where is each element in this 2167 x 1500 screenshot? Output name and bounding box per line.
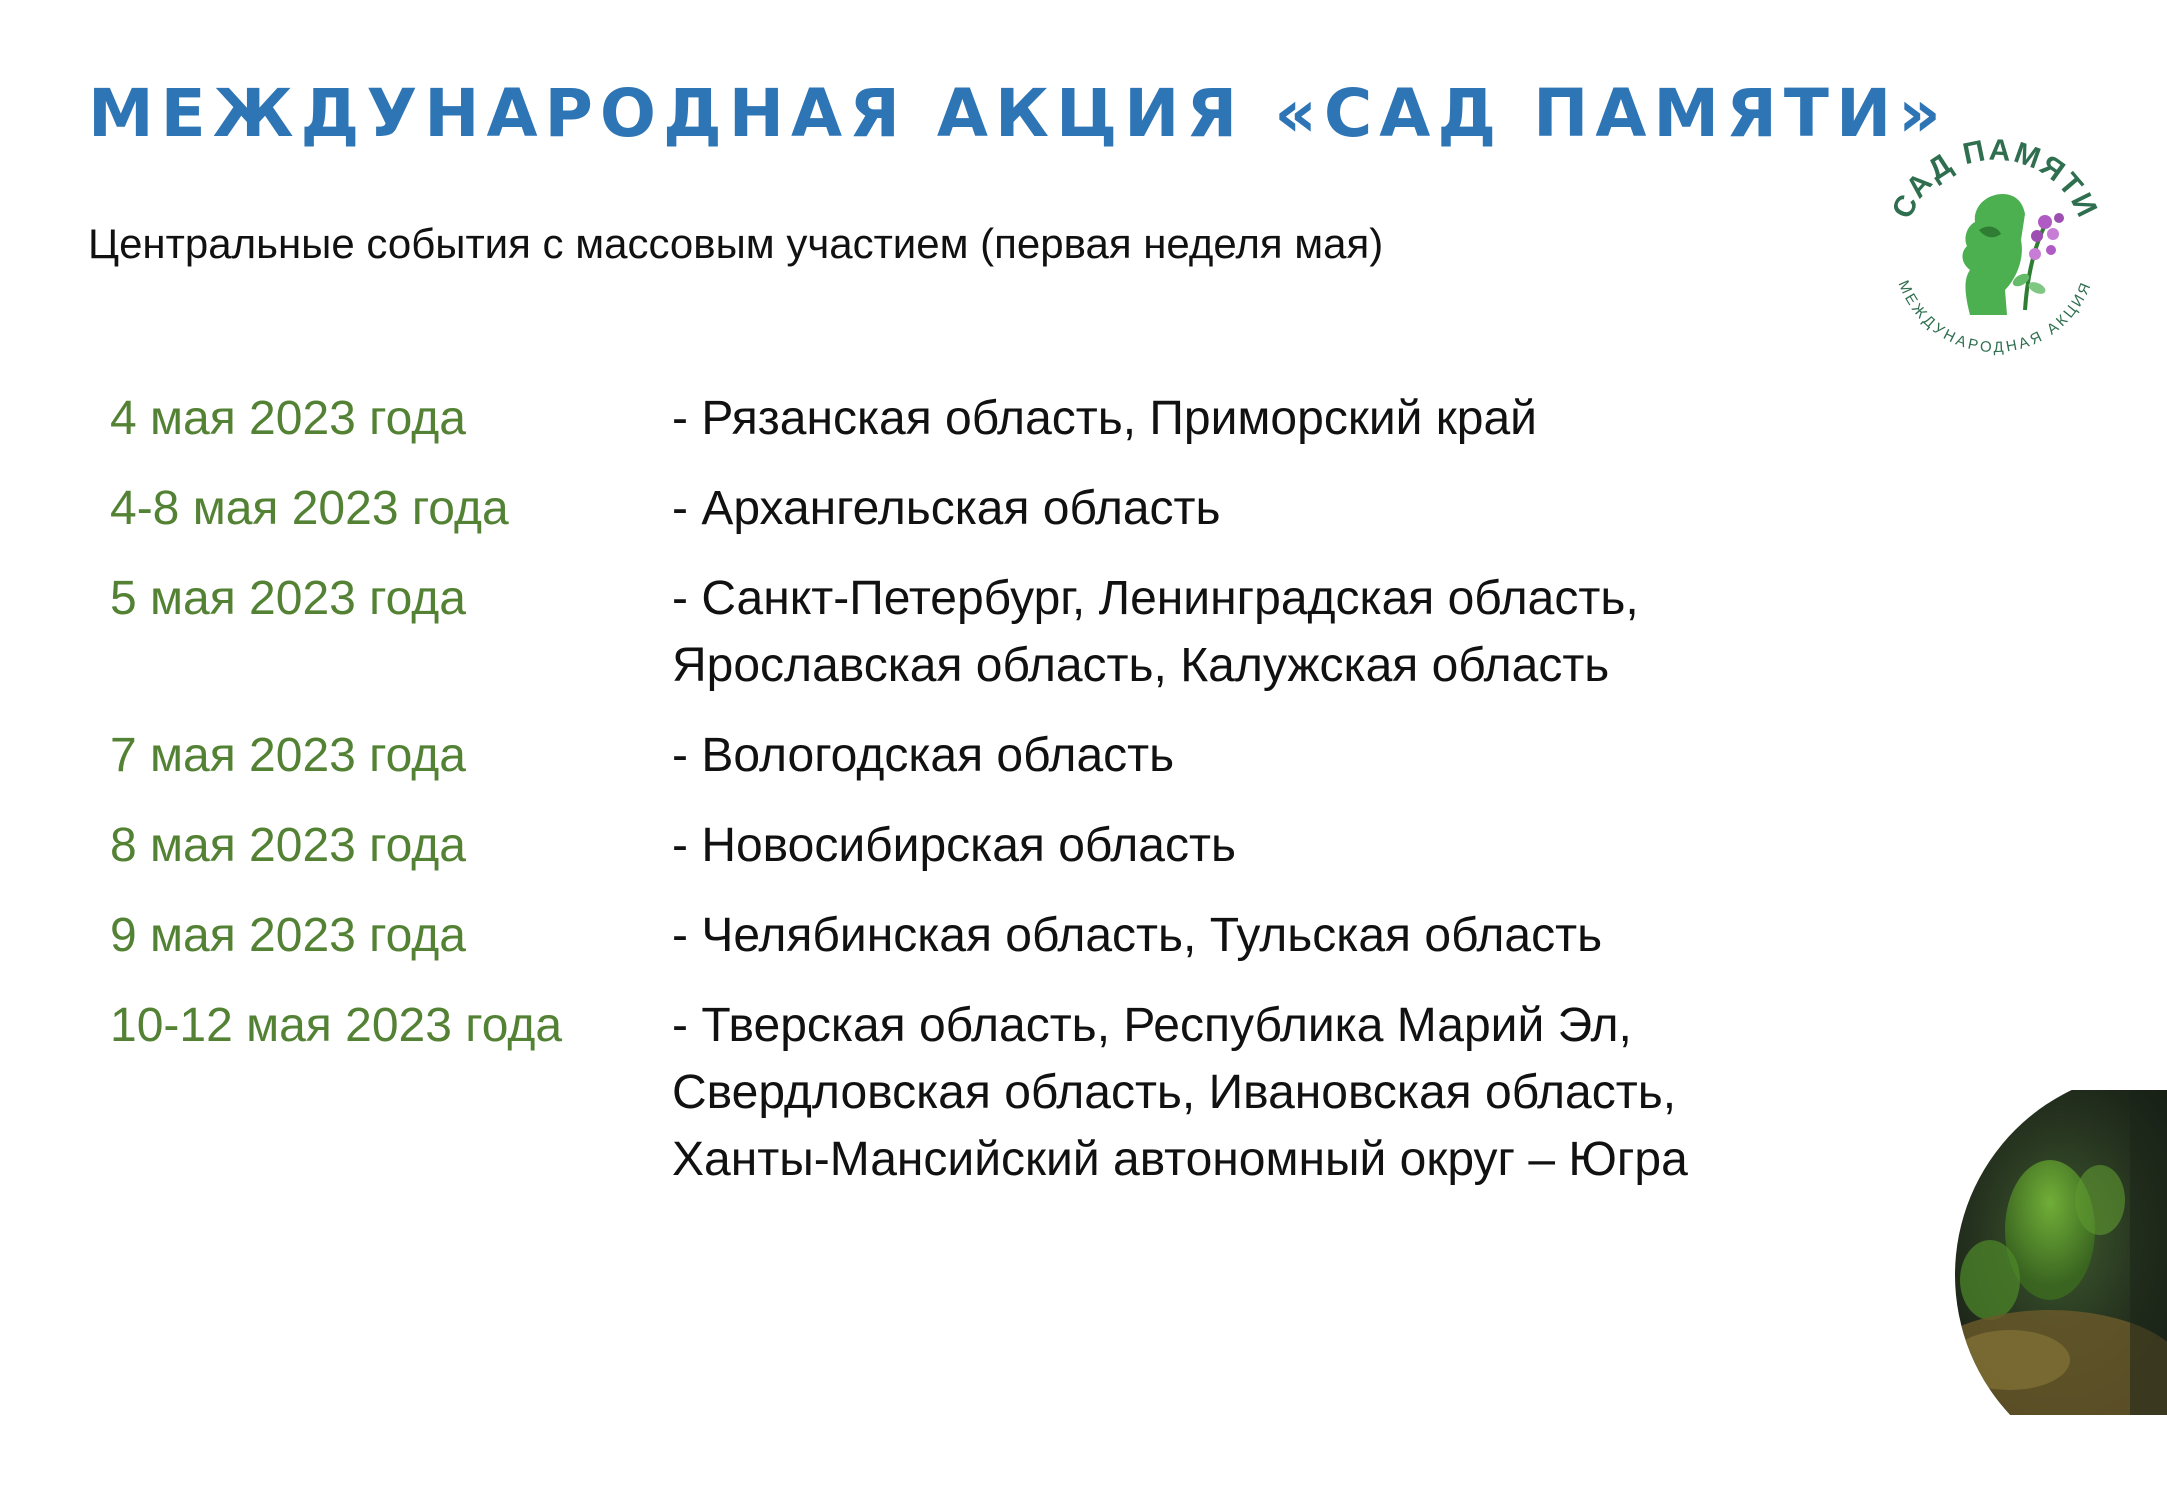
schedule-row	[110, 722, 1860, 789]
event-date: 8 мая 2023 года	[110, 819, 466, 872]
event-date: 5 мая 2023 года	[110, 572, 466, 625]
event-schedule	[110, 385, 1860, 1216]
region-line: - Архангельская область	[672, 482, 1221, 535]
region-line: Ханты-Мансийский автономный округ – Югра	[672, 1133, 1688, 1186]
region-line: - Санкт-Петербург, Ленинградская область,	[672, 572, 1639, 625]
region-line: Свердловская область, Ивановская область,	[672, 1066, 1677, 1119]
sad-pamyati-logo	[1875, 130, 2115, 370]
event-date: 4 мая 2023 года	[110, 392, 466, 445]
forest-moss-photo	[1930, 1090, 2167, 1415]
logo-ring-text: МЕЖДУНАРОДНАЯ АКЦИЯ	[1894, 278, 2096, 357]
region-line: - Рязанская область, Приморский край	[672, 392, 1537, 445]
schedule-row	[110, 565, 1860, 699]
event-regions	[672, 902, 1860, 969]
schedule-row	[110, 812, 1860, 879]
event-regions	[672, 565, 1860, 699]
region-line: - Челябинская область, Тульская область	[672, 909, 1603, 962]
region-line: Ярославская область, Калужская область	[672, 639, 1610, 692]
event-regions	[672, 812, 1860, 879]
event-regions	[672, 385, 1860, 452]
region-line: - Тверская область, Республика Марий Эл,	[672, 999, 1632, 1052]
schedule-row	[110, 475, 1860, 542]
event-regions	[672, 992, 1860, 1193]
schedule-row	[110, 902, 1860, 969]
event-date: 7 мая 2023 года	[110, 729, 466, 782]
logo-top-text: САД ПАМЯТИ	[1885, 133, 2105, 224]
schedule-row	[110, 992, 1860, 1193]
region-line: - Новосибирская область	[672, 819, 1236, 872]
schedule-row	[110, 385, 1860, 452]
event-regions	[672, 475, 1860, 542]
profile-with-lilac-icon	[1962, 194, 2064, 315]
page-title: МЕЖДУНАРОДНАЯ АКЦИЯ «САД ПАМЯТИ»	[88, 75, 1948, 152]
event-date: 9 мая 2023 года	[110, 909, 466, 962]
page-subtitle: Центральные события с массовым участием (первая неделя мая)	[88, 220, 1384, 267]
event-regions	[672, 722, 1860, 789]
region-line: - Вологодская область	[672, 729, 1175, 782]
event-date: 4-8 мая 2023 года	[110, 482, 509, 535]
event-date: 10-12 мая 2023 года	[110, 999, 563, 1052]
